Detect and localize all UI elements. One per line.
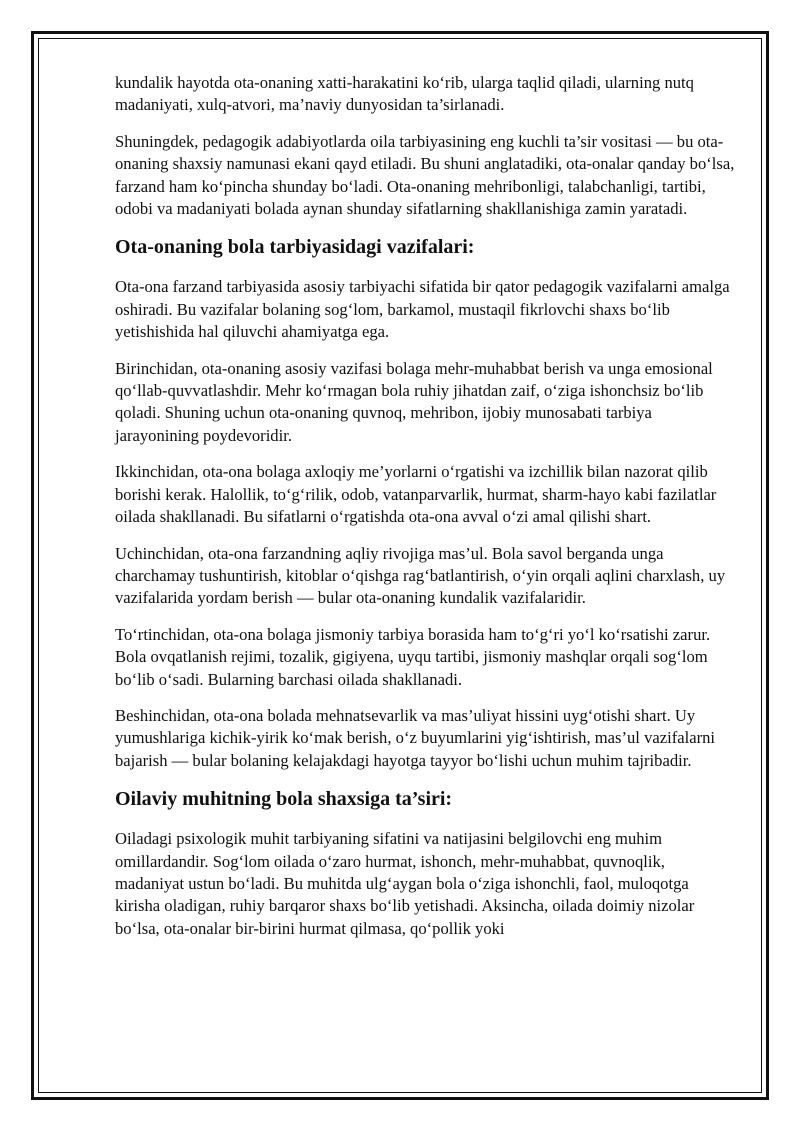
paragraph: Shuningdek, pedagogik adabiyotlarda oila tarbiyasining eng kuchli ta’sir vositasi — bu ota-onaning shaxsiy namunasi ekani qayd etiladi. Bu shuni anglatadiki, ota-onalar qanday bo‘lsa, farzand ham ko‘pincha shunday bo‘ladi. Ota-onaning mehribonligi, talabchanligi, tartibi, odobi va madaniyati bolada aynan shunday sifatlarning shakllanishiga zamin yaratadi. bbox=[115, 131, 735, 219]
paragraph: Ota-ona farzand tarbiyasida asosiy tarbiyachi sifatida bir qator pedagogik vazifalarni amalga oshiradi. Bu vazifalar bolaning sog‘lom, barkamol, mustaqil fikrlovchi shaxs bo‘lib yetishishida hal qiluvchi ahamiyatga ega. bbox=[115, 277, 730, 342]
section-heading: Oilaviy muhitning bola shaxsiga ta’siri: bbox=[115, 788, 453, 811]
section-heading: Ota-onaning bola tarbiyasidagi vazifalari: bbox=[115, 236, 475, 259]
paragraph: kundalik hayotda ota-onaning xatti-harakatini ko‘rib, ularga taqlid qiladi, ularning nutq madaniyati, xulq-atvori, ma’naviy dunyosidan ta’sirlanadi. bbox=[115, 73, 694, 115]
paragraph: Birinchidan, ota-onaning asosiy vazifasi bolaga mehr-muhabbat berish va unga emosional qo‘llab-quvvatlashdir. Mehr ko‘rmagan bola ruhiy jihatdan zaif, o‘ziga ishonchsiz bo‘lib qoladi. Shuning uchun ota-onaning quvnoq, mehribon, ijobiy munosabati tarbiya jarayonining poydevoridir. bbox=[115, 358, 713, 445]
document-body bbox=[115, 72, 737, 954]
paragraph: Uchinchidan, ota-ona farzandning aqliy rivojiga mas’ul. Bola savol berganda unga charchamay tushuntirish, kitoblar o‘qishga rag‘batlantirish, o‘yin orqali aqlini charxlash, uy vazifalarida yordam berish — bular ota-onaning kundalik vazifalaridir. bbox=[115, 543, 726, 608]
paragraph: To‘rtinchidan, ota-ona bolaga jismoniy tarbiya borasida ham to‘g‘ri yo‘l ko‘rsatishi zarur. Bola ovqatlanish rejimi, tozalik, gigiyena, uyqu tartibi, jismoniy mashqlar orqali sog‘lom bo‘lib o‘sadi. Bularning barchasi oilada shakllanadi. bbox=[115, 624, 711, 689]
paragraph: Beshinchidan, ota-ona bolada mehnatsevarlik va mas’uliyat hissini uyg‘otishi shart. Uy yumushlariga kichik-yirik ko‘mak berish, o‘z buyumlarini yig‘ishtirish, mas’ul vazifalarni bajarish — bular bolaning kelajakdagi hayotga tayyor bo‘lishi uchun muhim tajribadir. bbox=[115, 705, 716, 770]
paragraph: Oiladagi psixologik muhit tarbiyaning sifatini va natijasini belgilovchi eng muhim omillardandir. Sog‘lom oilada o‘zaro hurmat, ishonch, mehr-muhabbat, quvnoqlik, madaniyat ustun bo‘ladi. Bu muhitda ulg‘aygan bola o‘ziga ishonchli, faol, muloqotga kirisha oladigan, ruhiy barqaror shaxs bo‘lib yetishadi. Aksincha, oilada doimiy nizolar bo‘lsa, ota-onalar bir-birini hurmat qilmasa, qo‘pollik yoki bbox=[115, 829, 695, 938]
paragraph: Ikkinchidan, ota-ona bolaga axloqiy me’yorlarni o‘rgatishi va izchillik bilan nazorat qilib borishi kerak. Halollik, to‘g‘rilik, odob, vatanparvarlik, hurmat, sharm-hayo kabi fazilatlar oilada shakllanadi. Bu sifatlarni o‘rgatishda ota-ona avval o‘zi amal qilishi shart. bbox=[115, 462, 717, 527]
